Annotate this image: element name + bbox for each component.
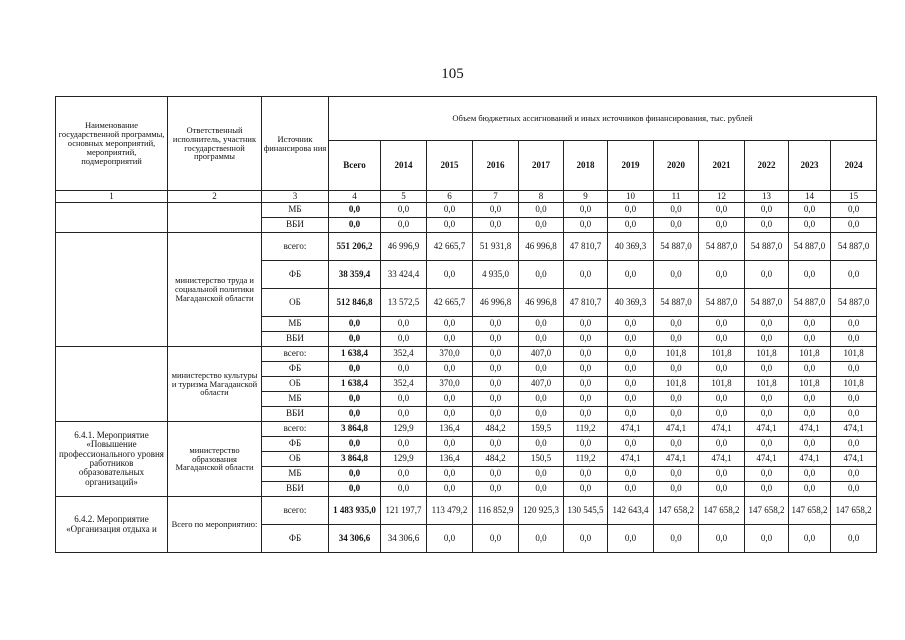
year-cell: 0,0 bbox=[564, 437, 608, 452]
year-cell: 0,0 bbox=[381, 317, 427, 332]
year-cell: 142 643,4 bbox=[608, 497, 654, 525]
year-cell: 150,5 bbox=[519, 452, 564, 467]
funding-source: ФБ bbox=[262, 362, 329, 377]
funding-source: всего: bbox=[262, 422, 329, 437]
funding-source: ОБ bbox=[262, 289, 329, 317]
year-cell: 0,0 bbox=[831, 437, 877, 452]
year-cell: 0,0 bbox=[699, 482, 745, 497]
total-cell: 0,0 bbox=[329, 482, 381, 497]
year-cell: 0,0 bbox=[519, 437, 564, 452]
year-cell: 0,0 bbox=[519, 407, 564, 422]
year-cell: 0,0 bbox=[473, 437, 519, 452]
year-cell: 0,0 bbox=[381, 203, 427, 218]
year-cell: 0,0 bbox=[745, 261, 789, 289]
funding-source: ФБ bbox=[262, 261, 329, 289]
year-cell: 0,0 bbox=[608, 362, 654, 377]
year-cell: 0,0 bbox=[654, 362, 699, 377]
year-cell: 147 658,2 bbox=[699, 497, 745, 525]
total-cell: 3 864,8 bbox=[329, 422, 381, 437]
year-cell: 0,0 bbox=[699, 437, 745, 452]
year-cell: 0,0 bbox=[608, 332, 654, 347]
total-cell: 0,0 bbox=[329, 437, 381, 452]
year-cell: 0,0 bbox=[699, 525, 745, 553]
year-cell: 0,0 bbox=[608, 377, 654, 392]
year-cell: 0,0 bbox=[831, 482, 877, 497]
header-source: Источник финансирова ния bbox=[262, 97, 329, 191]
year-cell: 0,0 bbox=[564, 261, 608, 289]
year-cell: 0,0 bbox=[745, 525, 789, 553]
table-row bbox=[56, 347, 877, 362]
year-cell: 40 369,3 bbox=[608, 289, 654, 317]
year-cell: 0,0 bbox=[473, 525, 519, 553]
funding-source: всего: bbox=[262, 233, 329, 261]
table-row bbox=[56, 233, 877, 261]
year-header: 2019 bbox=[608, 141, 654, 191]
year-header: 2015 bbox=[427, 141, 473, 191]
year-cell: 0,0 bbox=[831, 317, 877, 332]
year-cell: 0,0 bbox=[519, 482, 564, 497]
year-cell: 46 996,8 bbox=[519, 289, 564, 317]
funding-source: ФБ bbox=[262, 437, 329, 452]
total-cell: 0,0 bbox=[329, 218, 381, 233]
year-cell: 474,1 bbox=[745, 422, 789, 437]
year-cell: 474,1 bbox=[654, 422, 699, 437]
year-cell: 54 887,0 bbox=[831, 289, 877, 317]
year-cell: 0,0 bbox=[654, 482, 699, 497]
year-cell: 0,0 bbox=[473, 377, 519, 392]
year-cell: 0,0 bbox=[789, 407, 831, 422]
funding-source: ОБ bbox=[262, 377, 329, 392]
year-cell: 0,0 bbox=[473, 347, 519, 362]
year-cell: 0,0 bbox=[789, 482, 831, 497]
year-cell: 101,8 bbox=[654, 377, 699, 392]
year-cell: 54 887,0 bbox=[745, 289, 789, 317]
year-cell: 0,0 bbox=[473, 362, 519, 377]
year-cell: 136,4 bbox=[427, 452, 473, 467]
year-cell: 0,0 bbox=[473, 467, 519, 482]
total-cell: 0,0 bbox=[329, 203, 381, 218]
year-cell: 40 369,3 bbox=[608, 233, 654, 261]
funding-source: ВБИ bbox=[262, 482, 329, 497]
year-cell: 101,8 bbox=[789, 377, 831, 392]
year-cell: 147 658,2 bbox=[654, 497, 699, 525]
year-header: Всего bbox=[329, 141, 381, 191]
total-cell: 1 638,4 bbox=[329, 347, 381, 362]
column-index: 5 bbox=[381, 191, 427, 203]
year-header: 2024 bbox=[831, 141, 877, 191]
funding-source: ОБ bbox=[262, 452, 329, 467]
year-cell: 352,4 bbox=[381, 347, 427, 362]
total-cell: 0,0 bbox=[329, 332, 381, 347]
year-cell: 0,0 bbox=[831, 392, 877, 407]
year-cell: 0,0 bbox=[831, 362, 877, 377]
year-cell: 0,0 bbox=[608, 482, 654, 497]
year-cell: 34 306,6 bbox=[381, 525, 427, 553]
year-cell: 0,0 bbox=[745, 332, 789, 347]
year-cell: 0,0 bbox=[654, 317, 699, 332]
responsible-executor: министерство образования Магаданской области bbox=[168, 422, 262, 497]
year-cell: 147 658,2 bbox=[789, 497, 831, 525]
funding-source: всего: bbox=[262, 497, 329, 525]
year-cell: 51 931,8 bbox=[473, 233, 519, 261]
year-cell: 0,0 bbox=[608, 407, 654, 422]
year-cell: 54 887,0 bbox=[654, 233, 699, 261]
year-cell: 42 665,7 bbox=[427, 289, 473, 317]
year-cell: 0,0 bbox=[789, 437, 831, 452]
year-cell: 54 887,0 bbox=[654, 289, 699, 317]
year-cell: 0,0 bbox=[699, 332, 745, 347]
year-cell: 0,0 bbox=[654, 261, 699, 289]
year-cell: 0,0 bbox=[519, 317, 564, 332]
year-cell: 0,0 bbox=[564, 525, 608, 553]
year-cell: 0,0 bbox=[519, 362, 564, 377]
year-cell: 0,0 bbox=[519, 261, 564, 289]
year-cell: 0,0 bbox=[564, 392, 608, 407]
year-cell: 0,0 bbox=[564, 362, 608, 377]
activity-name: 6.4.1. Мероприятие «Повышение профессионального уровня работников образовательных организаций» bbox=[56, 422, 168, 497]
year-cell: 0,0 bbox=[789, 392, 831, 407]
year-cell: 0,0 bbox=[789, 467, 831, 482]
responsible-executor: министерство культуры и туризма Магаданской области bbox=[168, 347, 262, 422]
column-index: 9 bbox=[564, 191, 608, 203]
year-cell: 13 572,5 bbox=[381, 289, 427, 317]
year-cell: 0,0 bbox=[427, 437, 473, 452]
year-cell: 0,0 bbox=[654, 407, 699, 422]
column-index: 4 bbox=[329, 191, 381, 203]
activity-name: 6.4.2. Мероприятие «Организация отдыха и bbox=[56, 497, 168, 553]
year-cell: 0,0 bbox=[427, 362, 473, 377]
year-cell: 352,4 bbox=[381, 377, 427, 392]
year-cell: 0,0 bbox=[608, 347, 654, 362]
year-header: 2021 bbox=[699, 141, 745, 191]
year-cell: 0,0 bbox=[519, 467, 564, 482]
year-cell: 0,0 bbox=[381, 407, 427, 422]
year-cell: 0,0 bbox=[789, 317, 831, 332]
total-cell: 0,0 bbox=[329, 467, 381, 482]
year-cell: 120 925,3 bbox=[519, 497, 564, 525]
year-cell: 116 852,9 bbox=[473, 497, 519, 525]
year-cell: 0,0 bbox=[564, 377, 608, 392]
year-cell: 0,0 bbox=[745, 317, 789, 332]
year-cell: 0,0 bbox=[427, 317, 473, 332]
year-cell: 54 887,0 bbox=[699, 289, 745, 317]
year-cell: 0,0 bbox=[745, 392, 789, 407]
year-cell: 0,0 bbox=[427, 218, 473, 233]
year-cell: 42 665,7 bbox=[427, 233, 473, 261]
year-header: 2022 bbox=[745, 141, 789, 191]
column-index: 8 bbox=[519, 191, 564, 203]
total-cell: 512 846,8 bbox=[329, 289, 381, 317]
column-index: 1 bbox=[56, 191, 168, 203]
year-header: 2016 bbox=[473, 141, 519, 191]
year-cell: 4 935,0 bbox=[473, 261, 519, 289]
year-cell: 0,0 bbox=[473, 203, 519, 218]
year-cell: 0,0 bbox=[654, 467, 699, 482]
header-name: Наименование государственной программы, основных мероприятий, мероприятий, подмероприятий bbox=[56, 97, 168, 191]
year-cell: 370,0 bbox=[427, 377, 473, 392]
year-cell: 101,8 bbox=[745, 377, 789, 392]
year-cell: 0,0 bbox=[608, 467, 654, 482]
year-cell: 0,0 bbox=[427, 332, 473, 347]
year-cell: 0,0 bbox=[564, 467, 608, 482]
year-cell: 54 887,0 bbox=[745, 233, 789, 261]
year-cell: 0,0 bbox=[654, 392, 699, 407]
year-cell: 0,0 bbox=[745, 362, 789, 377]
funding-source: ФБ bbox=[262, 525, 329, 553]
year-cell: 0,0 bbox=[699, 467, 745, 482]
year-cell: 54 887,0 bbox=[699, 233, 745, 261]
year-cell: 0,0 bbox=[699, 203, 745, 218]
year-cell: 0,0 bbox=[654, 525, 699, 553]
year-cell: 0,0 bbox=[427, 482, 473, 497]
year-header: 2014 bbox=[381, 141, 427, 191]
year-cell: 101,8 bbox=[789, 347, 831, 362]
year-cell: 0,0 bbox=[831, 261, 877, 289]
total-cell: 551 206,2 bbox=[329, 233, 381, 261]
year-header: 2023 bbox=[789, 141, 831, 191]
column-index: 15 bbox=[831, 191, 877, 203]
responsible-executor: министерство труда и социальной политики Магаданской области bbox=[168, 233, 262, 347]
year-cell: 101,8 bbox=[831, 347, 877, 362]
year-cell: 0,0 bbox=[564, 332, 608, 347]
column-index: 7 bbox=[473, 191, 519, 203]
year-cell: 0,0 bbox=[831, 407, 877, 422]
activity-name bbox=[56, 233, 168, 347]
year-cell: 0,0 bbox=[564, 317, 608, 332]
year-cell: 0,0 bbox=[608, 392, 654, 407]
year-cell: 0,0 bbox=[831, 525, 877, 553]
year-header: 2017 bbox=[519, 141, 564, 191]
total-cell: 34 306,6 bbox=[329, 525, 381, 553]
funding-source: МБ bbox=[262, 203, 329, 218]
year-cell: 130 545,5 bbox=[564, 497, 608, 525]
year-cell: 0,0 bbox=[427, 261, 473, 289]
table-row bbox=[56, 497, 877, 525]
year-cell: 0,0 bbox=[381, 437, 427, 452]
year-cell: 0,0 bbox=[381, 362, 427, 377]
column-index: 12 bbox=[699, 191, 745, 203]
year-cell: 0,0 bbox=[519, 392, 564, 407]
total-cell: 3 864,8 bbox=[329, 452, 381, 467]
year-cell: 474,1 bbox=[745, 452, 789, 467]
column-index: 14 bbox=[789, 191, 831, 203]
funding-source: ВБИ bbox=[262, 332, 329, 347]
year-cell: 136,4 bbox=[427, 422, 473, 437]
year-header: 2020 bbox=[654, 141, 699, 191]
year-cell: 0,0 bbox=[608, 218, 654, 233]
year-cell: 0,0 bbox=[381, 218, 427, 233]
table-row bbox=[56, 422, 877, 437]
funding-source: МБ bbox=[262, 392, 329, 407]
year-cell: 0,0 bbox=[831, 203, 877, 218]
year-cell: 474,1 bbox=[831, 452, 877, 467]
year-cell: 0,0 bbox=[789, 525, 831, 553]
activity-name bbox=[56, 203, 168, 233]
year-cell: 0,0 bbox=[427, 467, 473, 482]
total-cell: 0,0 bbox=[329, 392, 381, 407]
year-cell: 0,0 bbox=[564, 203, 608, 218]
year-cell: 0,0 bbox=[745, 218, 789, 233]
year-cell: 0,0 bbox=[745, 203, 789, 218]
year-cell: 0,0 bbox=[789, 218, 831, 233]
year-cell: 0,0 bbox=[699, 317, 745, 332]
year-cell: 0,0 bbox=[654, 332, 699, 347]
header-responsible: Ответственный исполнитель, участник государственной программы bbox=[168, 97, 262, 191]
year-cell: 0,0 bbox=[519, 203, 564, 218]
column-index: 3 bbox=[262, 191, 329, 203]
total-cell: 1 638,4 bbox=[329, 377, 381, 392]
year-cell: 46 996,8 bbox=[519, 233, 564, 261]
total-cell: 0,0 bbox=[329, 362, 381, 377]
year-cell: 0,0 bbox=[745, 482, 789, 497]
year-cell: 54 887,0 bbox=[789, 233, 831, 261]
year-cell: 0,0 bbox=[564, 407, 608, 422]
budget-table bbox=[55, 96, 877, 553]
year-cell: 474,1 bbox=[789, 422, 831, 437]
year-cell: 0,0 bbox=[654, 203, 699, 218]
year-cell: 407,0 bbox=[519, 377, 564, 392]
funding-source: ВБИ bbox=[262, 218, 329, 233]
year-cell: 113 479,2 bbox=[427, 497, 473, 525]
year-cell: 0,0 bbox=[699, 362, 745, 377]
year-cell: 474,1 bbox=[608, 422, 654, 437]
year-cell: 0,0 bbox=[831, 467, 877, 482]
year-cell: 46 996,9 bbox=[381, 233, 427, 261]
year-cell: 474,1 bbox=[699, 422, 745, 437]
year-cell: 147 658,2 bbox=[831, 497, 877, 525]
year-cell: 0,0 bbox=[473, 218, 519, 233]
year-cell: 484,2 bbox=[473, 422, 519, 437]
year-cell: 474,1 bbox=[789, 452, 831, 467]
table-row bbox=[56, 203, 877, 218]
year-cell: 0,0 bbox=[427, 525, 473, 553]
year-cell: 159,5 bbox=[519, 422, 564, 437]
year-cell: 0,0 bbox=[473, 332, 519, 347]
year-cell: 0,0 bbox=[699, 392, 745, 407]
funding-source: МБ bbox=[262, 467, 329, 482]
column-index: 6 bbox=[427, 191, 473, 203]
year-cell: 0,0 bbox=[789, 362, 831, 377]
year-cell: 46 996,8 bbox=[473, 289, 519, 317]
column-index: 11 bbox=[654, 191, 699, 203]
year-cell: 0,0 bbox=[427, 407, 473, 422]
year-cell: 121 197,7 bbox=[381, 497, 427, 525]
year-cell: 0,0 bbox=[427, 392, 473, 407]
year-cell: 147 658,2 bbox=[745, 497, 789, 525]
year-cell: 0,0 bbox=[745, 407, 789, 422]
year-cell: 474,1 bbox=[654, 452, 699, 467]
year-cell: 0,0 bbox=[789, 261, 831, 289]
responsible-executor: Всего по мероприятию: bbox=[168, 497, 262, 553]
year-cell: 0,0 bbox=[381, 482, 427, 497]
year-cell: 0,0 bbox=[519, 525, 564, 553]
year-cell: 0,0 bbox=[654, 437, 699, 452]
year-cell: 119,2 bbox=[564, 422, 608, 437]
total-cell: 1 483 935,0 bbox=[329, 497, 381, 525]
year-cell: 101,8 bbox=[745, 347, 789, 362]
year-cell: 47 810,7 bbox=[564, 289, 608, 317]
year-cell: 129,9 bbox=[381, 452, 427, 467]
year-cell: 119,2 bbox=[564, 452, 608, 467]
year-cell: 0,0 bbox=[608, 317, 654, 332]
year-cell: 101,8 bbox=[831, 377, 877, 392]
year-cell: 0,0 bbox=[745, 437, 789, 452]
year-cell: 0,0 bbox=[608, 525, 654, 553]
page-number: 105 bbox=[441, 66, 464, 82]
total-cell: 0,0 bbox=[329, 317, 381, 332]
year-cell: 54 887,0 bbox=[789, 289, 831, 317]
year-cell: 370,0 bbox=[427, 347, 473, 362]
year-cell: 0,0 bbox=[654, 218, 699, 233]
year-cell: 101,8 bbox=[654, 347, 699, 362]
year-cell: 484,2 bbox=[473, 452, 519, 467]
column-index: 10 bbox=[608, 191, 654, 203]
year-cell: 0,0 bbox=[427, 203, 473, 218]
year-cell: 54 887,0 bbox=[831, 233, 877, 261]
year-cell: 0,0 bbox=[745, 467, 789, 482]
year-cell: 407,0 bbox=[519, 347, 564, 362]
year-cell: 47 810,7 bbox=[564, 233, 608, 261]
year-cell: 474,1 bbox=[831, 422, 877, 437]
year-cell: 101,8 bbox=[699, 347, 745, 362]
year-cell: 0,0 bbox=[699, 218, 745, 233]
header-volume: Объем бюджетных ассигнований и иных источников финансирования, тыс. рублей bbox=[329, 97, 877, 141]
year-cell: 0,0 bbox=[608, 203, 654, 218]
year-cell: 0,0 bbox=[564, 482, 608, 497]
activity-name bbox=[56, 347, 168, 422]
year-cell: 0,0 bbox=[519, 332, 564, 347]
responsible-executor bbox=[168, 203, 262, 233]
year-cell: 474,1 bbox=[608, 452, 654, 467]
year-cell: 33 424,4 bbox=[381, 261, 427, 289]
column-index: 2 bbox=[168, 191, 262, 203]
funding-source: МБ bbox=[262, 317, 329, 332]
year-cell: 0,0 bbox=[699, 261, 745, 289]
year-cell: 0,0 bbox=[564, 347, 608, 362]
year-cell: 129,9 bbox=[381, 422, 427, 437]
year-cell: 0,0 bbox=[519, 218, 564, 233]
year-cell: 0,0 bbox=[699, 407, 745, 422]
total-cell: 0,0 bbox=[329, 407, 381, 422]
year-cell: 0,0 bbox=[831, 218, 877, 233]
year-cell: 0,0 bbox=[608, 437, 654, 452]
year-cell: 0,0 bbox=[564, 218, 608, 233]
year-cell: 0,0 bbox=[381, 392, 427, 407]
column-index: 13 bbox=[745, 191, 789, 203]
year-cell: 0,0 bbox=[473, 392, 519, 407]
year-cell: 0,0 bbox=[831, 332, 877, 347]
year-cell: 0,0 bbox=[473, 317, 519, 332]
funding-source: ВБИ bbox=[262, 407, 329, 422]
year-cell: 0,0 bbox=[381, 332, 427, 347]
total-cell: 38 359,4 bbox=[329, 261, 381, 289]
year-header: 2018 bbox=[564, 141, 608, 191]
year-cell: 0,0 bbox=[608, 261, 654, 289]
year-cell: 101,8 bbox=[699, 377, 745, 392]
year-cell: 0,0 bbox=[473, 407, 519, 422]
funding-source: всего: bbox=[262, 347, 329, 362]
year-cell: 0,0 bbox=[473, 482, 519, 497]
year-cell: 0,0 bbox=[789, 203, 831, 218]
year-cell: 0,0 bbox=[789, 332, 831, 347]
year-cell: 474,1 bbox=[699, 452, 745, 467]
year-cell: 0,0 bbox=[381, 467, 427, 482]
